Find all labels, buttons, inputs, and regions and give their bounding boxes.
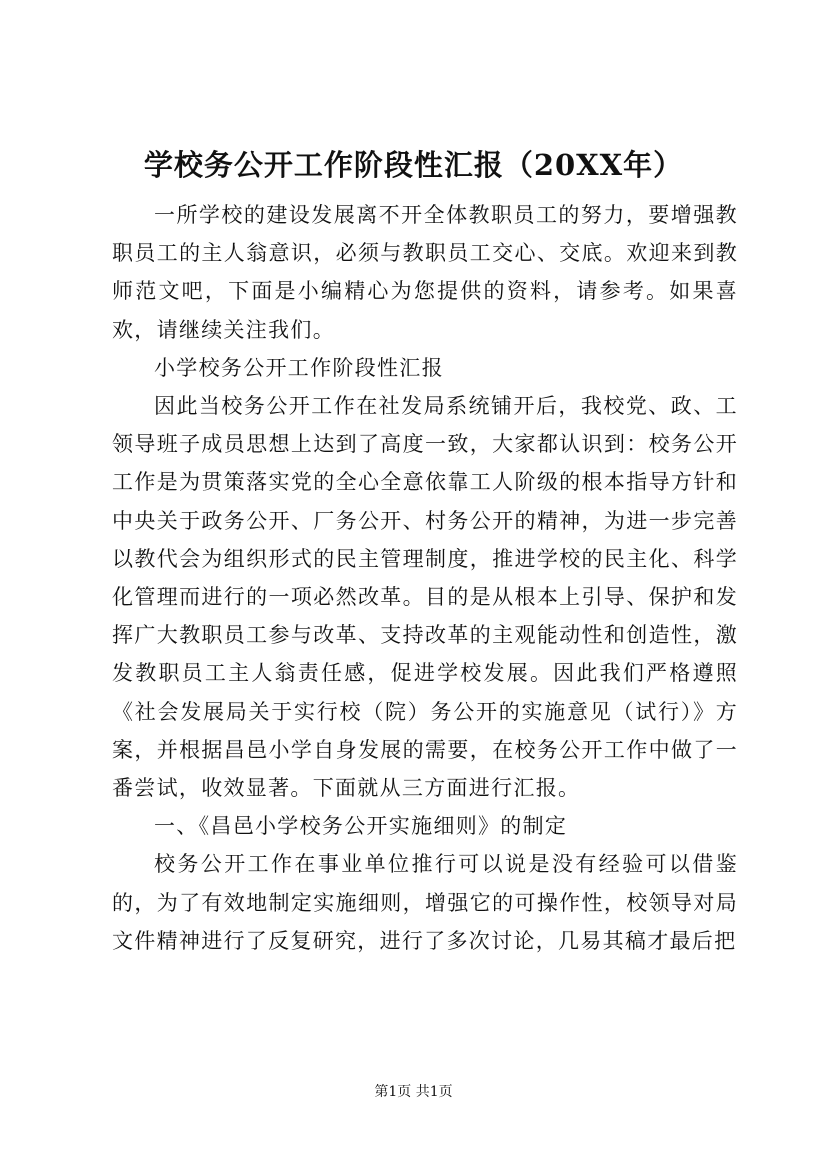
paragraph-section-1: 校务公开工作在事业单位推行可以说是没有经验可以借鉴的，为了有效地制定实施细则，增强它的可操作性，校领导对局文件精神进行了反复研究，进行了多次讨论，几易其稿才最后把 bbox=[112, 852, 738, 953]
paragraph-intro: 一所学校的建设发展离不开全体教职员工的努力，要增强教职员工的主人翁意识，必须与教职员工交心、交底。欢迎来到教师范文吧，下面是小编精心为您提供的资料，请参考。如果喜欢，请继续关注我们。 bbox=[112, 203, 738, 342]
document-body bbox=[112, 196, 738, 960]
section-heading-1: 一、《昌邑小学校务公开实施细则》的制定 bbox=[154, 814, 568, 839]
page-number-footer: 第1页 共1页 bbox=[374, 1084, 453, 1100]
paragraph-background: 因此当校务公开工作在社发局系统铺开后，我校党、政、工领导班子成员思想上达到了高度一致，大家都认识到：校务公开工作是为贯策落实党的全心全意依靠工人阶级的根本指导方针和中央关于政务公开、厂务公开、村务公开的精神，为进一步完善以教代会为组织形式的民主管理制度，推进学校的民主化、科学化管理而进行的一项必然改革。目的是从根本上引导、保护和发挥广大教职员工参与改革、支持改革的主观能动性和创造性，激发教职员工主人翁责任感，促进学校发展。因此我们严格遵照《社会发展局关于实行校（院）务公开的实施意见（试行）》方案，并根据昌邑小学自身发展的需要，在校务公开工作中做了一番尝试，收效显著。下面就从三方面进行汇报。 bbox=[112, 394, 738, 801]
paragraph-subtitle: 小学校务公开工作阶段性汇报 bbox=[154, 355, 444, 380]
document-title: 学校务公开工作阶段性汇报（20XX年） bbox=[143, 148, 684, 182]
